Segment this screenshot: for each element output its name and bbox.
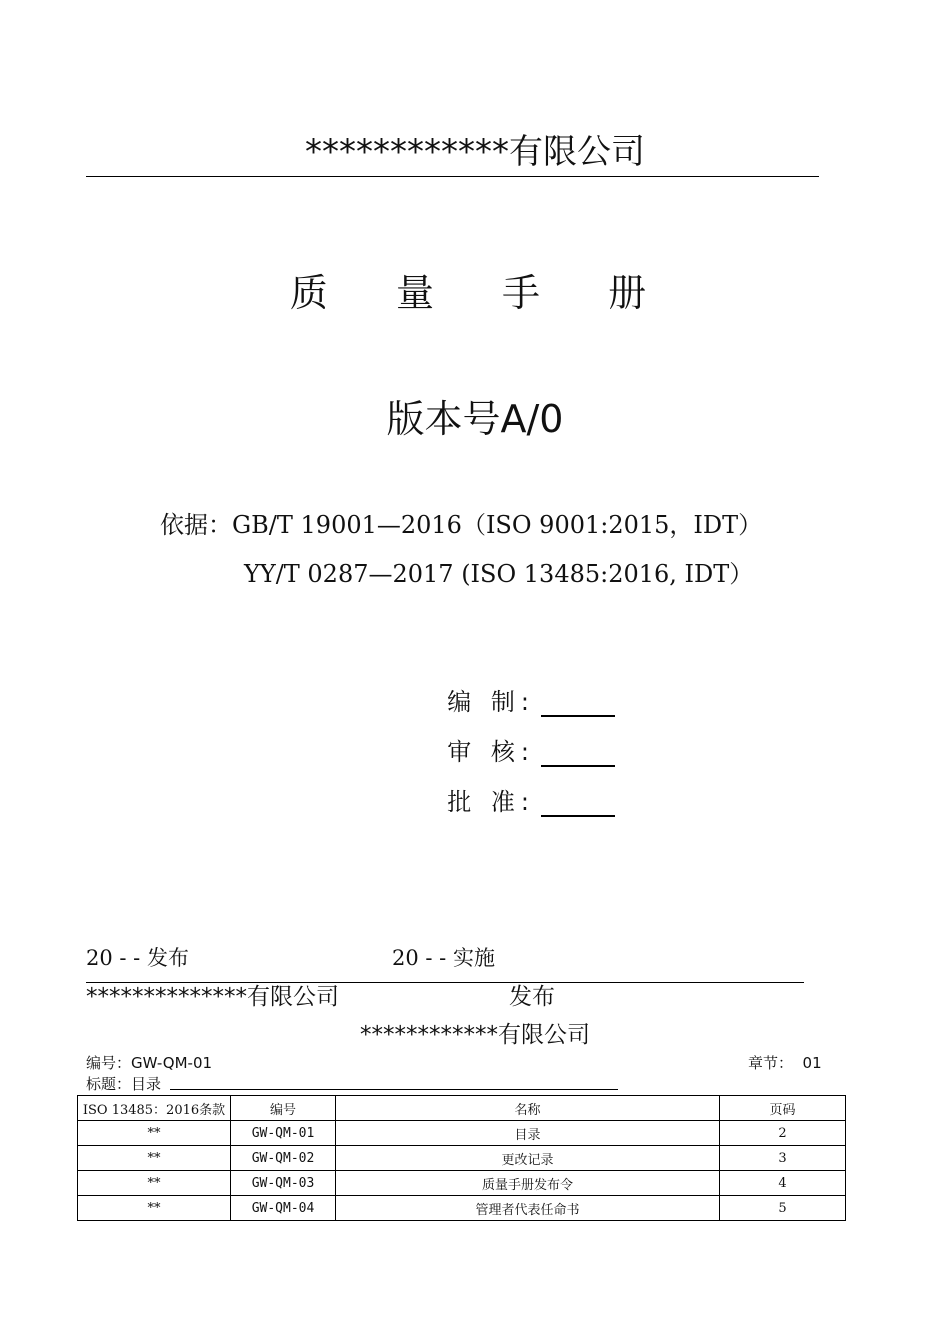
- document-title: 标题：目录: [86, 1075, 162, 1093]
- table-header-row: [78, 1096, 846, 1121]
- header-clause: ISO 13485：2016条款: [78, 1096, 231, 1121]
- sign-approved-label: 批 准:: [447, 788, 535, 816]
- page2-company-name: ************有限公司: [360, 1022, 590, 1048]
- row-page: 4: [720, 1171, 846, 1196]
- table-row: [78, 1171, 846, 1196]
- row-page: 2: [720, 1121, 846, 1146]
- row-page: 3: [720, 1146, 846, 1171]
- header-name: 名称: [336, 1096, 720, 1121]
- table-row: [78, 1121, 846, 1146]
- issue-date: 20 - - 发布: [86, 946, 189, 970]
- row-clause: **: [78, 1146, 231, 1171]
- sign-prepared-label: 编 制:: [447, 688, 535, 716]
- table-row: [78, 1196, 846, 1221]
- row-page: 5: [720, 1196, 846, 1221]
- header-number: 编号: [231, 1096, 336, 1121]
- sign-approved-blank: [541, 793, 615, 817]
- contents-table: [77, 1095, 846, 1221]
- manual-title: 质 量 手 册: [289, 271, 675, 315]
- row-number: GW-QM-04: [231, 1196, 336, 1221]
- header-divider: [86, 176, 819, 177]
- title-underline: [170, 1089, 618, 1090]
- row-clause: **: [78, 1196, 231, 1221]
- row-name: 目录: [336, 1121, 720, 1146]
- sign-approved: [432, 754, 615, 817]
- publish-label: 发布: [509, 984, 555, 1010]
- row-number: GW-QM-01: [231, 1121, 336, 1146]
- company-name-header: ************有限公司: [305, 132, 645, 172]
- version-number: 版本号A/0: [386, 397, 564, 441]
- document-number: 编号：GW-QM-01: [86, 1054, 213, 1072]
- row-clause: **: [78, 1171, 231, 1196]
- header-page: 页码: [720, 1096, 846, 1121]
- table-row: [78, 1146, 846, 1171]
- publisher-name: **************有限公司: [86, 984, 339, 1010]
- standard-basis-line-2: YY/T 0287—2017 (ISO 13485:2016, IDT）: [244, 560, 754, 588]
- row-name: 管理者代表任命书: [336, 1196, 720, 1221]
- row-number: GW-QM-02: [231, 1146, 336, 1171]
- standard-basis-line-1: 依据：GB/T 19001—2016（ISO 9001:2015，IDT）: [160, 511, 763, 539]
- effective-date: 20 - - 实施: [392, 946, 495, 970]
- row-name: 更改记录: [336, 1146, 720, 1171]
- row-name: 质量手册发布令: [336, 1171, 720, 1196]
- chapter-number: 章节： 01: [748, 1054, 822, 1072]
- sign-reviewed-label: 审 核:: [447, 738, 535, 766]
- row-clause: **: [78, 1121, 231, 1146]
- row-number: GW-QM-03: [231, 1171, 336, 1196]
